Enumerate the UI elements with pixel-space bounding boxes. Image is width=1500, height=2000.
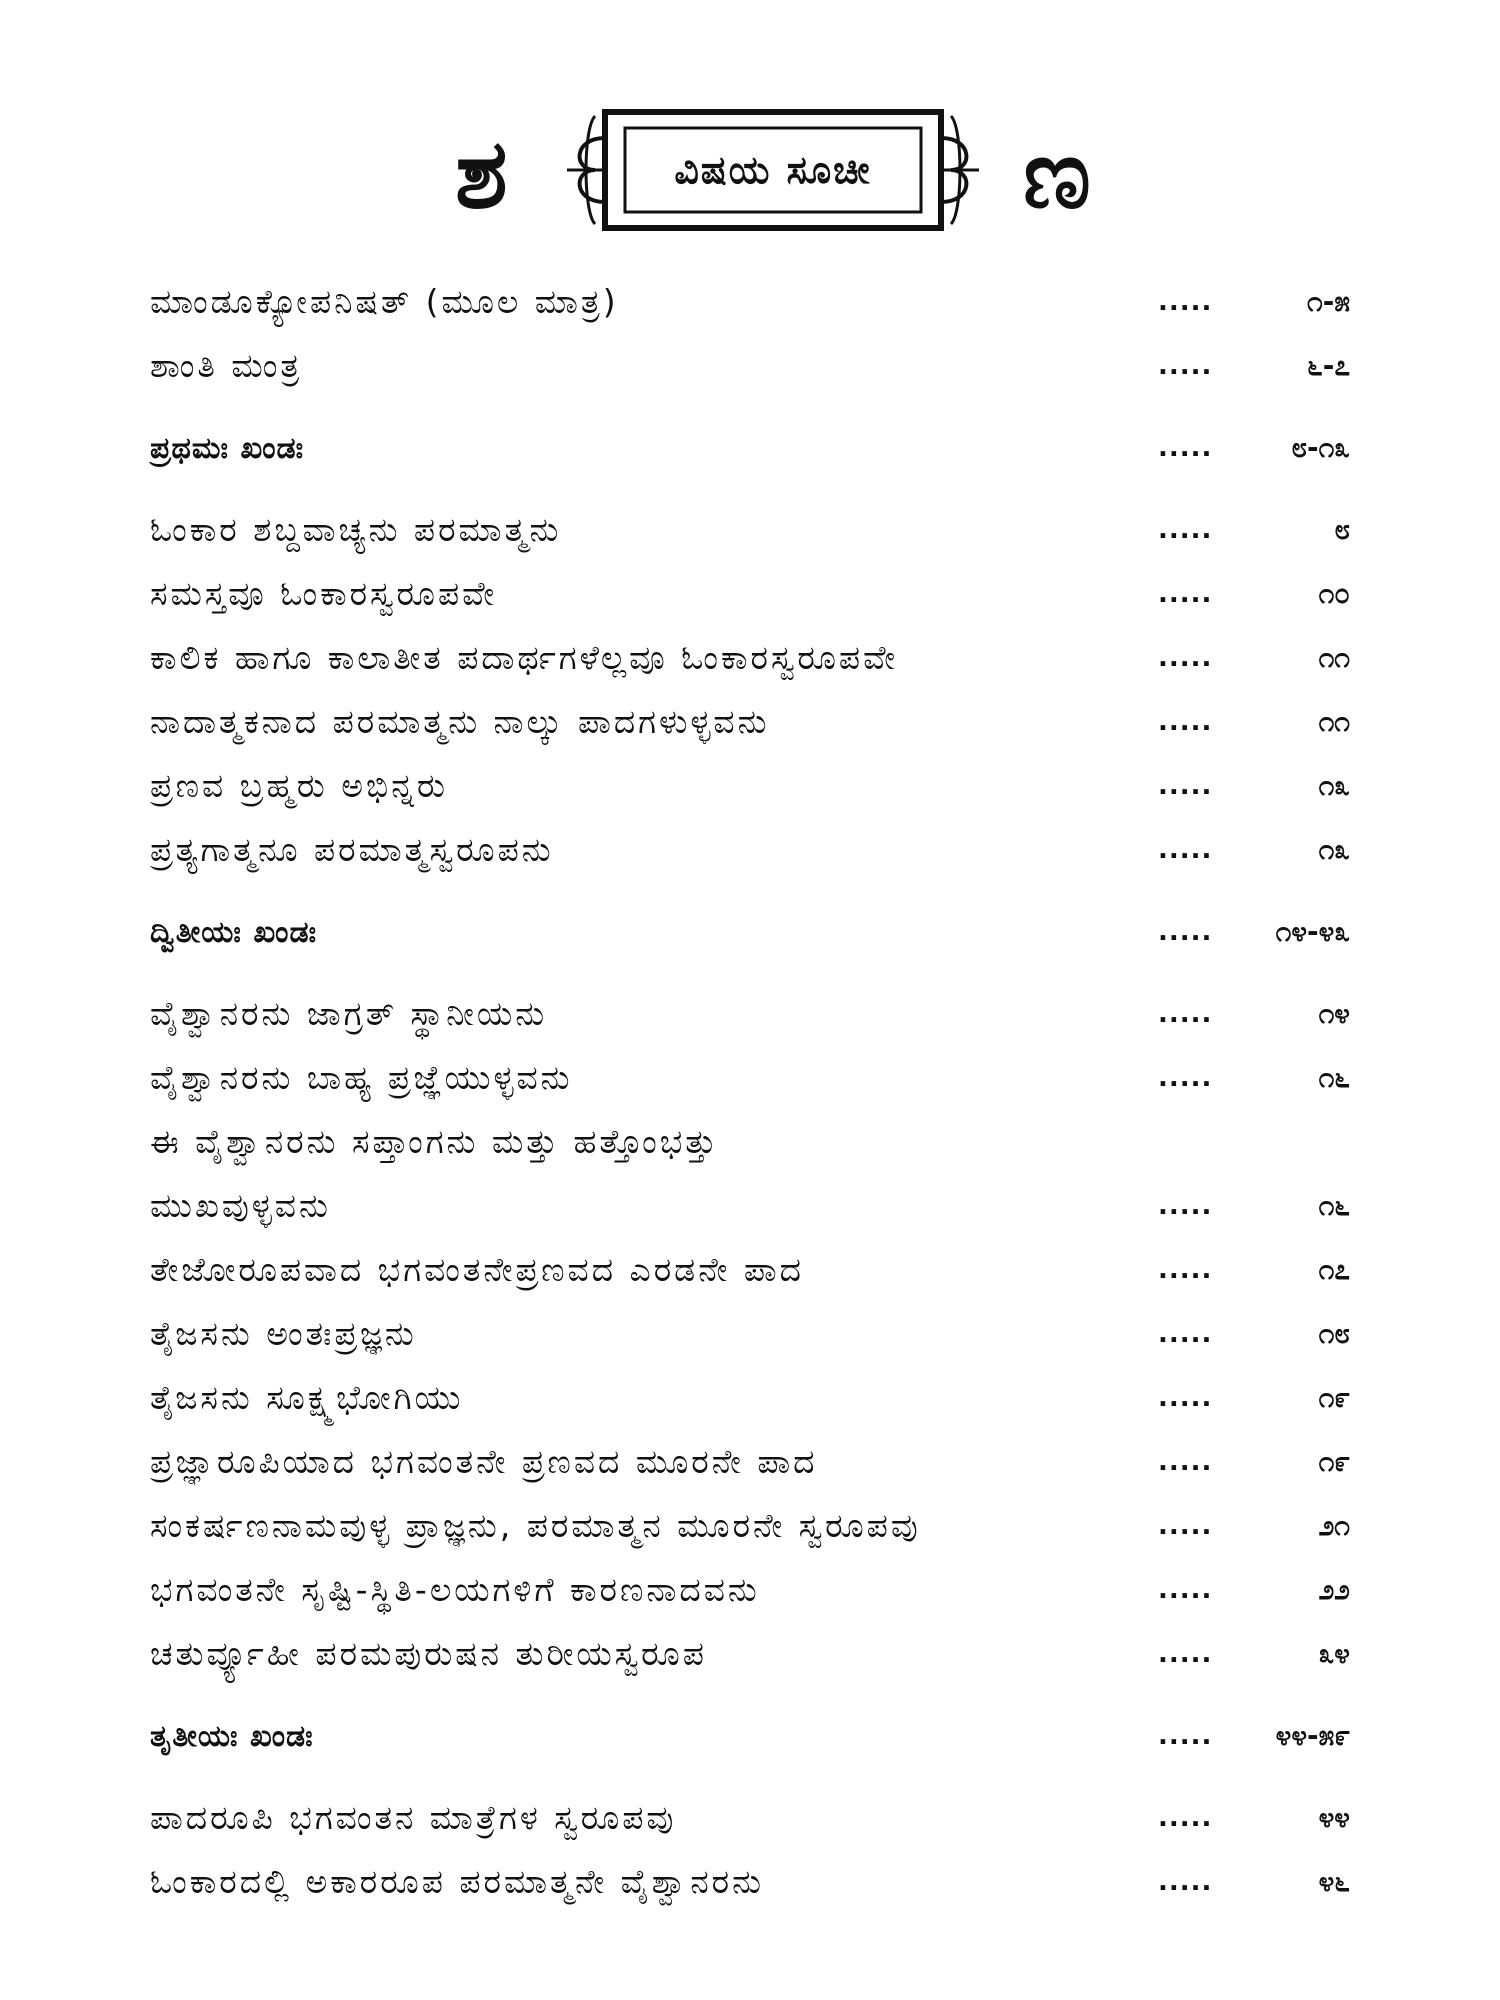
toc-page-number: ೧೬ [1318,1189,1350,1222]
toc-row [150,334,1350,398]
toc-title: ಮುಖವುಳ್ಳವನು [150,1186,331,1225]
toc-title: ಪ್ರಣವ ಬ್ರಹ್ಮರು ಅಭಿನ್ನರು [150,766,448,805]
toc-title: ಈ ವೈಶ್ವಾನರನು ಸಪ್ತಾಂಗನು ಮತ್ತು ಹತ್ತೊಂಭತ್ತು [150,1122,720,1161]
toc-page-number: ೧೧ [1318,705,1350,738]
toc-page-number: ೧೩ [1318,769,1350,802]
toc-section-title: ಪ್ರಥಮಃ ಖಂಡಃ [150,430,305,466]
toc-row [150,1494,1350,1558]
toc-page-number: ೧೦ [1318,577,1350,610]
toc-leader: ..... [1158,917,1213,947]
toc-leader: ..... [1158,351,1213,381]
toc-row [150,1786,1350,1850]
toc-title: ಭಗವಂತನೇ ಸೃಷ್ಟಿ-ಸ್ಥಿತಿ-ಲಯಗಳಿಗೆ ಕಾರಣನಾದವನು [150,1570,760,1609]
toc-section-title: ತೃತೀಯಃ ಖಂಡಃ [150,1718,314,1754]
toc-section-row [150,900,1350,964]
toc-title: ಸಮಸ್ತವೂ ಓಂಕಾರಸ್ವರೂಪವೇ [150,574,498,613]
toc-section-row [150,416,1350,480]
toc-page-number: ೧೭ [1318,1253,1350,1286]
toc-title: ವೈಶ್ವಾನರನು ಜಾಗ್ರತ್ ಸ್ಥಾನೀಯನು [150,994,548,1033]
toc-leader: ..... [1158,433,1213,463]
ornament-left: ಶ [455,117,508,230]
toc-page-number: ೧೩ [1318,833,1350,866]
toc-row [150,1046,1350,1110]
toc-list [150,270,1350,1914]
toc-leader: ..... [1158,1255,1213,1285]
toc-page-number: ೧೮ [1318,1317,1350,1350]
toc-page-number: ೮ [1334,513,1350,546]
toc-page-number: ೪೬ [1318,1865,1350,1898]
toc-row [150,498,1350,562]
ornament-right: ಣ [1022,117,1091,230]
toc-leader: ..... [1158,1721,1213,1751]
toc-page-number: ೮-೧೩ [1291,431,1350,464]
toc-title: ಮಾಂಡೂಕ್ಯೋಪನಿಷತ್ (ಮೂಲ ಮಾತ್ರ) [150,282,619,321]
toc-row [150,982,1350,1046]
toc-page-number: ೧೬ [1318,1061,1350,1094]
toc-page-number: ೪೪-೫೯ [1275,1719,1350,1752]
toc-leader: ..... [1158,1319,1213,1349]
toc-leader: ..... [1158,999,1213,1029]
toc-row [150,1302,1350,1366]
toc-leader: ..... [1158,1639,1213,1669]
toc-row [150,1558,1350,1622]
toc-leader: ..... [1158,1803,1213,1833]
toc-title: ಕಾಲಿಕ ಹಾಗೂ ಕಾಲಾತೀತ ಪದಾರ್ಥಗಳೆಲ್ಲವೂ ಓಂಕಾರಸ್ವರೂಪವೇ [150,638,899,677]
toc-page-number: ೧೪-೪೩ [1275,915,1350,948]
toc-leader: ..... [1158,1063,1213,1093]
toc-leader: ..... [1158,707,1213,737]
toc-title: ಪ್ರಜ್ಞಾರೂಪಿಯಾದ ಭಗವಂತನೇ ಪ್ರಣವದ ಮೂರನೇ ಪಾದ [150,1442,818,1481]
toc-leader: ..... [1158,835,1213,865]
toc-row [150,1430,1350,1494]
toc-row [150,690,1350,754]
toc-row [150,1110,1350,1174]
page-title: ವಿಷಯ ಸೂಚೀ [674,147,872,192]
toc-page-number: ೪೪ [1318,1801,1350,1834]
toc-row [150,270,1350,334]
toc-row [150,1366,1350,1430]
toc-leader: ..... [1158,1383,1213,1413]
toc-title: ಓಂಕಾರ ಶಬ್ದವಾಚ್ಯನು ಪರಮಾತ್ಮನು [150,510,562,549]
toc-leader: ..... [1158,287,1213,317]
toc-header [455,108,1091,238]
toc-title: ಪಾದರೂಪಿ ಭಗವಂತನ ಮಾತ್ರೆಗಳ ಸ್ವರೂಪವು [150,1798,677,1837]
toc-row [150,754,1350,818]
toc-title: ಓಂಕಾರದಲ್ಲಿ ಅಕಾರರೂಪ ಪರಮಾತ್ಮನೇ ವೈಶ್ವಾನರನು [150,1862,764,1901]
toc-page-number: ೩೪ [1318,1637,1350,1670]
toc-row [150,1850,1350,1914]
toc-leader: ..... [1158,771,1213,801]
toc-title: ಸಂಕರ್ಷಣನಾಮವುಳ್ಳ ಪ್ರಾಜ್ಞನು, ಪರಮಾತ್ಮನ ಮೂರನೇ ಸ್ವರೂಪವು [150,1506,921,1545]
toc-title: ನಾದಾತ್ಮಕನಾದ ಪರಮಾತ್ಮನು ನಾಲ್ಕು ಪಾದಗಳುಳ್ಳವನು [150,702,770,741]
toc-title: ಶಾಂತಿ ಮಂತ್ರ [150,346,303,385]
toc-title: ತೈಜಸನು ಸೂಕ್ಷ್ಮಭೋಗಿಯು [150,1378,464,1417]
toc-leader: ..... [1158,1447,1213,1477]
toc-section-title: ದ್ವಿತೀಯಃ ಖಂಡಃ [150,914,318,950]
toc-leader: ..... [1158,643,1213,673]
toc-row [150,1622,1350,1686]
toc-leader: ..... [1158,1867,1213,1897]
toc-leader: ..... [1158,1511,1213,1541]
toc-title: ಚತುರ್ವ್ಯೂಹೀ ಪರಮಪುರುಷನ ತುರೀಯಸ್ವರೂಪ [150,1634,707,1673]
toc-row [150,626,1350,690]
toc-title: ಪ್ರತ್ಯಗಾತ್ಮನೂ ಪರಮಾತ್ಮಸ್ವರೂಪನು [150,830,554,869]
toc-title: ತೇಜೋರೂಪವಾದ ಭಗವಂತನೇಪ್ರಣವದ ಎರಡನೇ ಪಾದ [150,1250,804,1289]
toc-page-number: ೧೪ [1318,997,1350,1030]
toc-page-number: ೬-೭ [1307,349,1350,382]
toc-leader: ..... [1158,515,1213,545]
toc-row [150,562,1350,626]
toc-row [150,1238,1350,1302]
toc-page-number: ೨೧ [1318,1509,1350,1542]
toc-section-row [150,1704,1350,1768]
toc-page-number: ೧೯ [1318,1445,1350,1478]
toc-row [150,818,1350,882]
toc-page-number: ೨೨ [1318,1573,1350,1606]
toc-leader: ..... [1158,1191,1213,1221]
toc-leader: ..... [1158,579,1213,609]
toc-page-number: ೧೧ [1318,641,1350,674]
toc-row [150,1174,1350,1238]
toc-page-number: ೧-೫ [1307,285,1350,318]
toc-title: ವೈಶ್ವಾನರನು ಬಾಹ್ಯ ಪ್ರಜ್ಞೆಯುಳ್ಳವನು [150,1058,573,1097]
toc-page-number: ೧೯ [1318,1381,1350,1414]
toc-title: ತೈಜಸನು ಅಂತಃಪ್ರಜ್ಞನು [150,1314,417,1353]
toc-leader: ..... [1158,1575,1213,1605]
